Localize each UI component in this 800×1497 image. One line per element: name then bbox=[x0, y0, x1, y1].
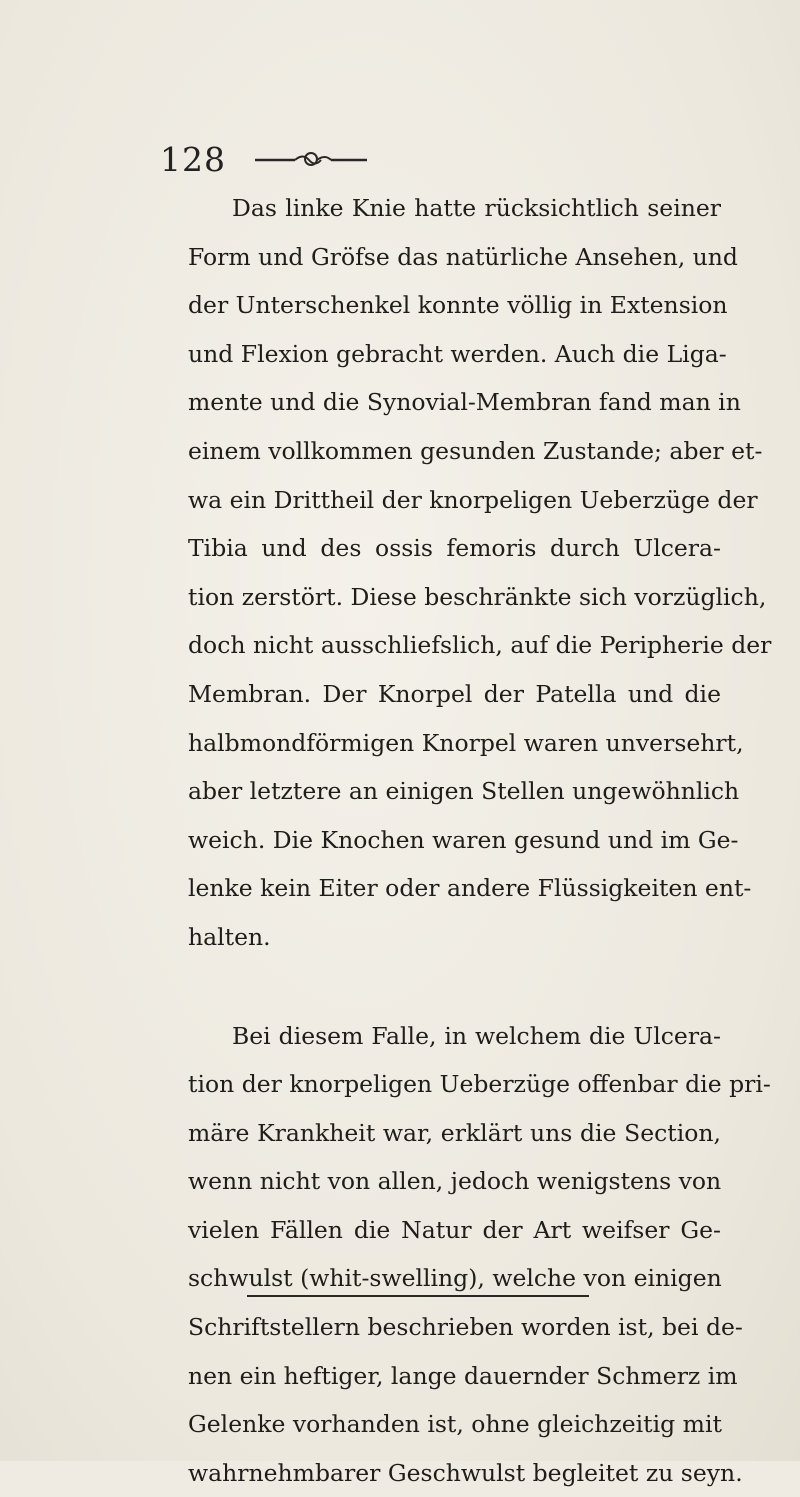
text-line: tion der knorpeligen Ueberzüge offenbar die pri- bbox=[188, 1060, 721, 1109]
text-line: Gelenke vorhanden ist, ohne gleichzeitig mit bbox=[188, 1400, 721, 1449]
text-line: Bei diesem Falle, in welchem die Ulcera- bbox=[188, 1012, 721, 1061]
text-line: wenn nicht von allen, jedoch wenigstens von bbox=[188, 1157, 721, 1206]
text-line: und Flexion gebracht werden. Auch die Liga- bbox=[188, 330, 721, 379]
text-line: aber letztere an einigen Stellen ungewöhnlich bbox=[188, 767, 721, 816]
text-line: einem vollkommen gesunden Zustande; aber et- bbox=[188, 427, 721, 476]
page-header bbox=[160, 140, 600, 190]
text-line: der Unterschenkel konnte völlig in Extension bbox=[188, 281, 721, 330]
text-line: tion zerstört. Diese beschränkte sich vorzüglich, bbox=[188, 573, 721, 622]
text-line: wahrnehmbarer Geschwulst begleitet zu seyn. bbox=[188, 1449, 721, 1497]
page-number: 128 bbox=[160, 140, 226, 179]
text-line: Tibia und des ossis femoris durch Ulcera- bbox=[188, 524, 721, 573]
text-line: Schriftstellern beschrieben worden ist, bei de- bbox=[188, 1303, 721, 1352]
section-end-rule bbox=[247, 1295, 589, 1297]
text-line: nen ein heftiger, lange dauernder Schmerz im bbox=[188, 1352, 721, 1401]
text-line: halten. bbox=[188, 913, 721, 962]
text-line: Membran. Der Knorpel der Patella und die bbox=[188, 670, 721, 719]
text-line: lenke kein Eiter oder andere Flüssigkeiten ent- bbox=[188, 864, 721, 913]
text-line: vielen Fällen die Natur der Art weifser Ge- bbox=[188, 1206, 721, 1255]
paragraph-spacer bbox=[188, 962, 721, 1012]
text-line: doch nicht ausschliefslich, auf die Peripherie der bbox=[188, 621, 721, 670]
text-line: halbmondförmigen Knorpel waren unversehrt, bbox=[188, 719, 721, 768]
text-line: Form und Gröfse das natürliche Ansehen, und bbox=[188, 233, 721, 282]
paragraph-1 bbox=[188, 184, 721, 962]
text-line: weich. Die Knochen waren gesund und im Ge- bbox=[188, 816, 721, 865]
text-line: Das linke Knie hatte rücksichtlich seiner bbox=[188, 184, 721, 233]
text-line: schwulst (whit-swelling), welche von einigen bbox=[188, 1254, 721, 1303]
text-line: mente und die Synovial-Membran fand man in bbox=[188, 378, 721, 427]
body-text bbox=[188, 184, 721, 1497]
text-line: märe Krankheit war, erklärt uns die Section, bbox=[188, 1109, 721, 1158]
paragraph-2 bbox=[188, 1012, 721, 1497]
header-ornament-icon bbox=[255, 140, 367, 180]
text-line: wa ein Drittheil der knorpeligen Ueberzüge der bbox=[188, 476, 721, 525]
